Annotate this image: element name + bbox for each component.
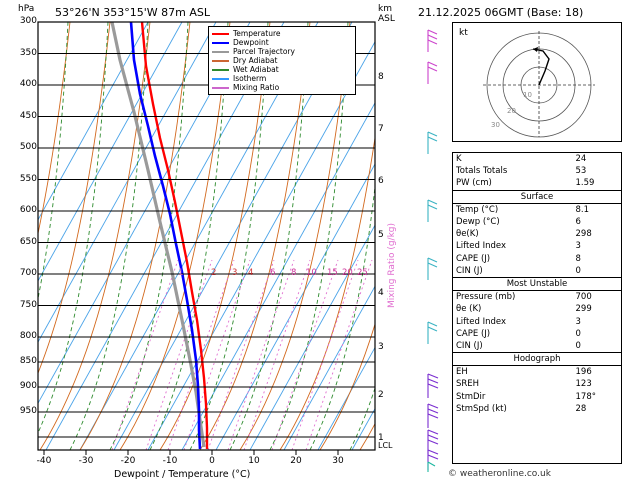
mixing-ratio-label-6: 6 <box>270 268 276 278</box>
station-title: 53°26'N 353°15'W 87m ASL <box>55 6 210 19</box>
wind-barbs-mid-upper <box>428 132 437 344</box>
km-tick-8: 8 <box>378 72 384 82</box>
legend-label-isotherm: Isotherm <box>233 73 267 83</box>
legend-swatch-dewpoint <box>212 42 229 44</box>
indices-panel <box>452 152 622 464</box>
mixing-ratio-label-8: 8 <box>291 268 297 278</box>
legend-item-dewpoint <box>212 38 352 47</box>
ytick-500: 500 <box>19 142 37 152</box>
legend-label-temperature: Temperature <box>233 28 281 38</box>
legend-item-wet-adiabat <box>212 65 352 74</box>
copyright-label: © weatheronline.co.uk <box>448 469 551 479</box>
hodograph-ring-30: 30 <box>491 121 500 129</box>
xtick--10: -10 <box>162 456 178 466</box>
table-row-surface-temp: Temp (°C) 8.1 <box>456 204 590 215</box>
km-tick-2: 2 <box>378 390 384 400</box>
table-row-eh: EH 196 <box>456 367 592 378</box>
legend-label-dewpoint: Dewpoint <box>233 37 269 47</box>
hodograph-plot <box>453 23 619 139</box>
ytick-850: 850 <box>19 356 37 366</box>
table-row-pw: PW (cm) 1.59 <box>456 178 595 189</box>
legend-item-mixing-ratio <box>212 83 352 92</box>
mixing-ratio-label-20: 20 <box>342 268 353 278</box>
legend-swatch-isotherm <box>212 78 229 80</box>
table-row-totals: Totals Totals 53 <box>456 166 587 177</box>
hodograph-unit-label: kt <box>459 28 468 38</box>
legend-swatch-mixing-ratio <box>212 87 229 89</box>
wind-barbs-upper <box>428 30 437 84</box>
x-axis-ticks <box>44 450 338 455</box>
table-section-hodograph: Hodograph <box>453 353 621 366</box>
table-row-surface-thetae: θe(K) 298 <box>456 229 592 240</box>
xtick--30: -30 <box>78 456 94 466</box>
ytick-600: 600 <box>19 205 37 215</box>
km-tick-7: 7 <box>378 124 384 134</box>
xtick--20: -20 <box>120 456 136 466</box>
ytick-650: 650 <box>19 236 37 247</box>
xtick-10: 10 <box>248 456 260 466</box>
legend-swatch-temperature <box>212 33 229 35</box>
xtick-30: 30 <box>332 456 344 466</box>
wind-barbs-lower <box>428 374 438 470</box>
mixing-ratio-label-2: 2 <box>211 268 217 278</box>
table-row-k: K 24 <box>456 154 587 165</box>
km-tick-4: 4 <box>378 288 384 298</box>
lcl-label: LCL <box>378 441 393 450</box>
legend-label-dry-adiabat: Dry Adiabat <box>233 55 278 65</box>
xtick-20: 20 <box>290 456 302 466</box>
km-tick-6: 6 <box>378 176 384 186</box>
xtick-0: 0 <box>209 456 215 466</box>
legend <box>208 26 356 95</box>
legend-swatch-parcel <box>212 51 229 53</box>
legend-swatch-wet-adiabat <box>212 69 229 71</box>
table-row-sreh: SREH 123 <box>456 379 592 390</box>
ytick-950: 950 <box>19 406 37 416</box>
asl-label: ASL <box>378 14 395 24</box>
table-row-mu-cin: CIN (J) 0 <box>456 340 581 351</box>
km-tick-5: 5 <box>378 230 384 240</box>
wind-barb-surface <box>428 462 435 472</box>
datetime-title: 21.12.2025 06GMT (Base: 18) <box>418 6 584 19</box>
table-row-surface-cin: CIN (J) 0 <box>456 265 581 276</box>
table-row-mu-pressure: Pressure (mb) 700 <box>456 292 592 303</box>
legend-item-isotherm <box>212 74 352 83</box>
ytick-450: 450 <box>19 110 37 121</box>
table-row-surface-cape: CAPE (J) 8 <box>456 253 581 264</box>
table-row-stmspd: StmSpd (kt) 28 <box>456 403 587 414</box>
pressure-unit-label: hPa <box>18 4 35 14</box>
ytick-750: 750 <box>19 299 37 310</box>
table-section-surface: Surface <box>453 190 621 203</box>
wind-barb-column <box>412 22 444 472</box>
hodograph-ring-20: 20 <box>507 107 516 115</box>
x-axis-title: Dewpoint / Temperature (°C) <box>114 469 251 480</box>
ytick-800: 800 <box>19 331 37 341</box>
ytick-700: 700 <box>19 268 37 278</box>
km-label: km <box>378 4 392 14</box>
ytick-300: 300 <box>19 16 37 26</box>
table-row-mu-li: Lifted Index 3 <box>456 316 581 327</box>
km-tick-3: 3 <box>378 342 384 352</box>
mixing-ratio-label-1: 1 <box>178 268 184 278</box>
ytick-350: 350 <box>19 47 37 58</box>
km-tick-1: 1 <box>378 433 384 443</box>
hodograph-panel <box>452 22 622 142</box>
temperature-axis-labels <box>0 456 410 470</box>
xtick--40: -40 <box>36 456 52 466</box>
legend-item-dry-adiabat <box>212 56 352 65</box>
table-row-surface-dewp: Dewp (°C) 6 <box>456 217 581 228</box>
ytick-400: 400 <box>19 79 37 89</box>
hodograph-arrow <box>533 47 538 52</box>
legend-label-mixing-ratio: Mixing Ratio <box>233 82 280 92</box>
mixing-ratio-label-15: 15 <box>327 268 338 278</box>
table-row-stmdir: StmDir 178° <box>456 391 596 402</box>
mixing-ratio-axis-title: Mixing Ratio (g/kg) <box>387 222 397 308</box>
ytick-550: 550 <box>19 173 37 184</box>
table-row-mu-thetae: θe (K) 299 <box>456 304 592 315</box>
legend-swatch-dry-adiabat <box>212 60 229 62</box>
mixing-ratio-label-4: 4 <box>248 268 254 278</box>
legend-item-parcel <box>212 47 352 56</box>
mixing-ratio-label-3: 3 <box>232 268 238 278</box>
legend-item-temperature <box>212 29 352 38</box>
legend-label-wet-adiabat: Wet Adiabat <box>233 64 279 74</box>
hodograph-ring-10: 10 <box>523 91 532 99</box>
table-row-surface-li: Lifted Index 3 <box>456 241 581 252</box>
table-row-mu-cape: CAPE (J) 0 <box>456 328 581 339</box>
table-section-unstable: Most Unstable <box>453 277 621 290</box>
mixing-ratio-label-10: 10 <box>306 268 317 278</box>
legend-label-parcel: Parcel Trajectory <box>233 46 295 56</box>
mixing-ratio-label-25: 25 <box>357 268 368 278</box>
ytick-900: 900 <box>19 381 37 391</box>
indices-table <box>453 153 621 415</box>
